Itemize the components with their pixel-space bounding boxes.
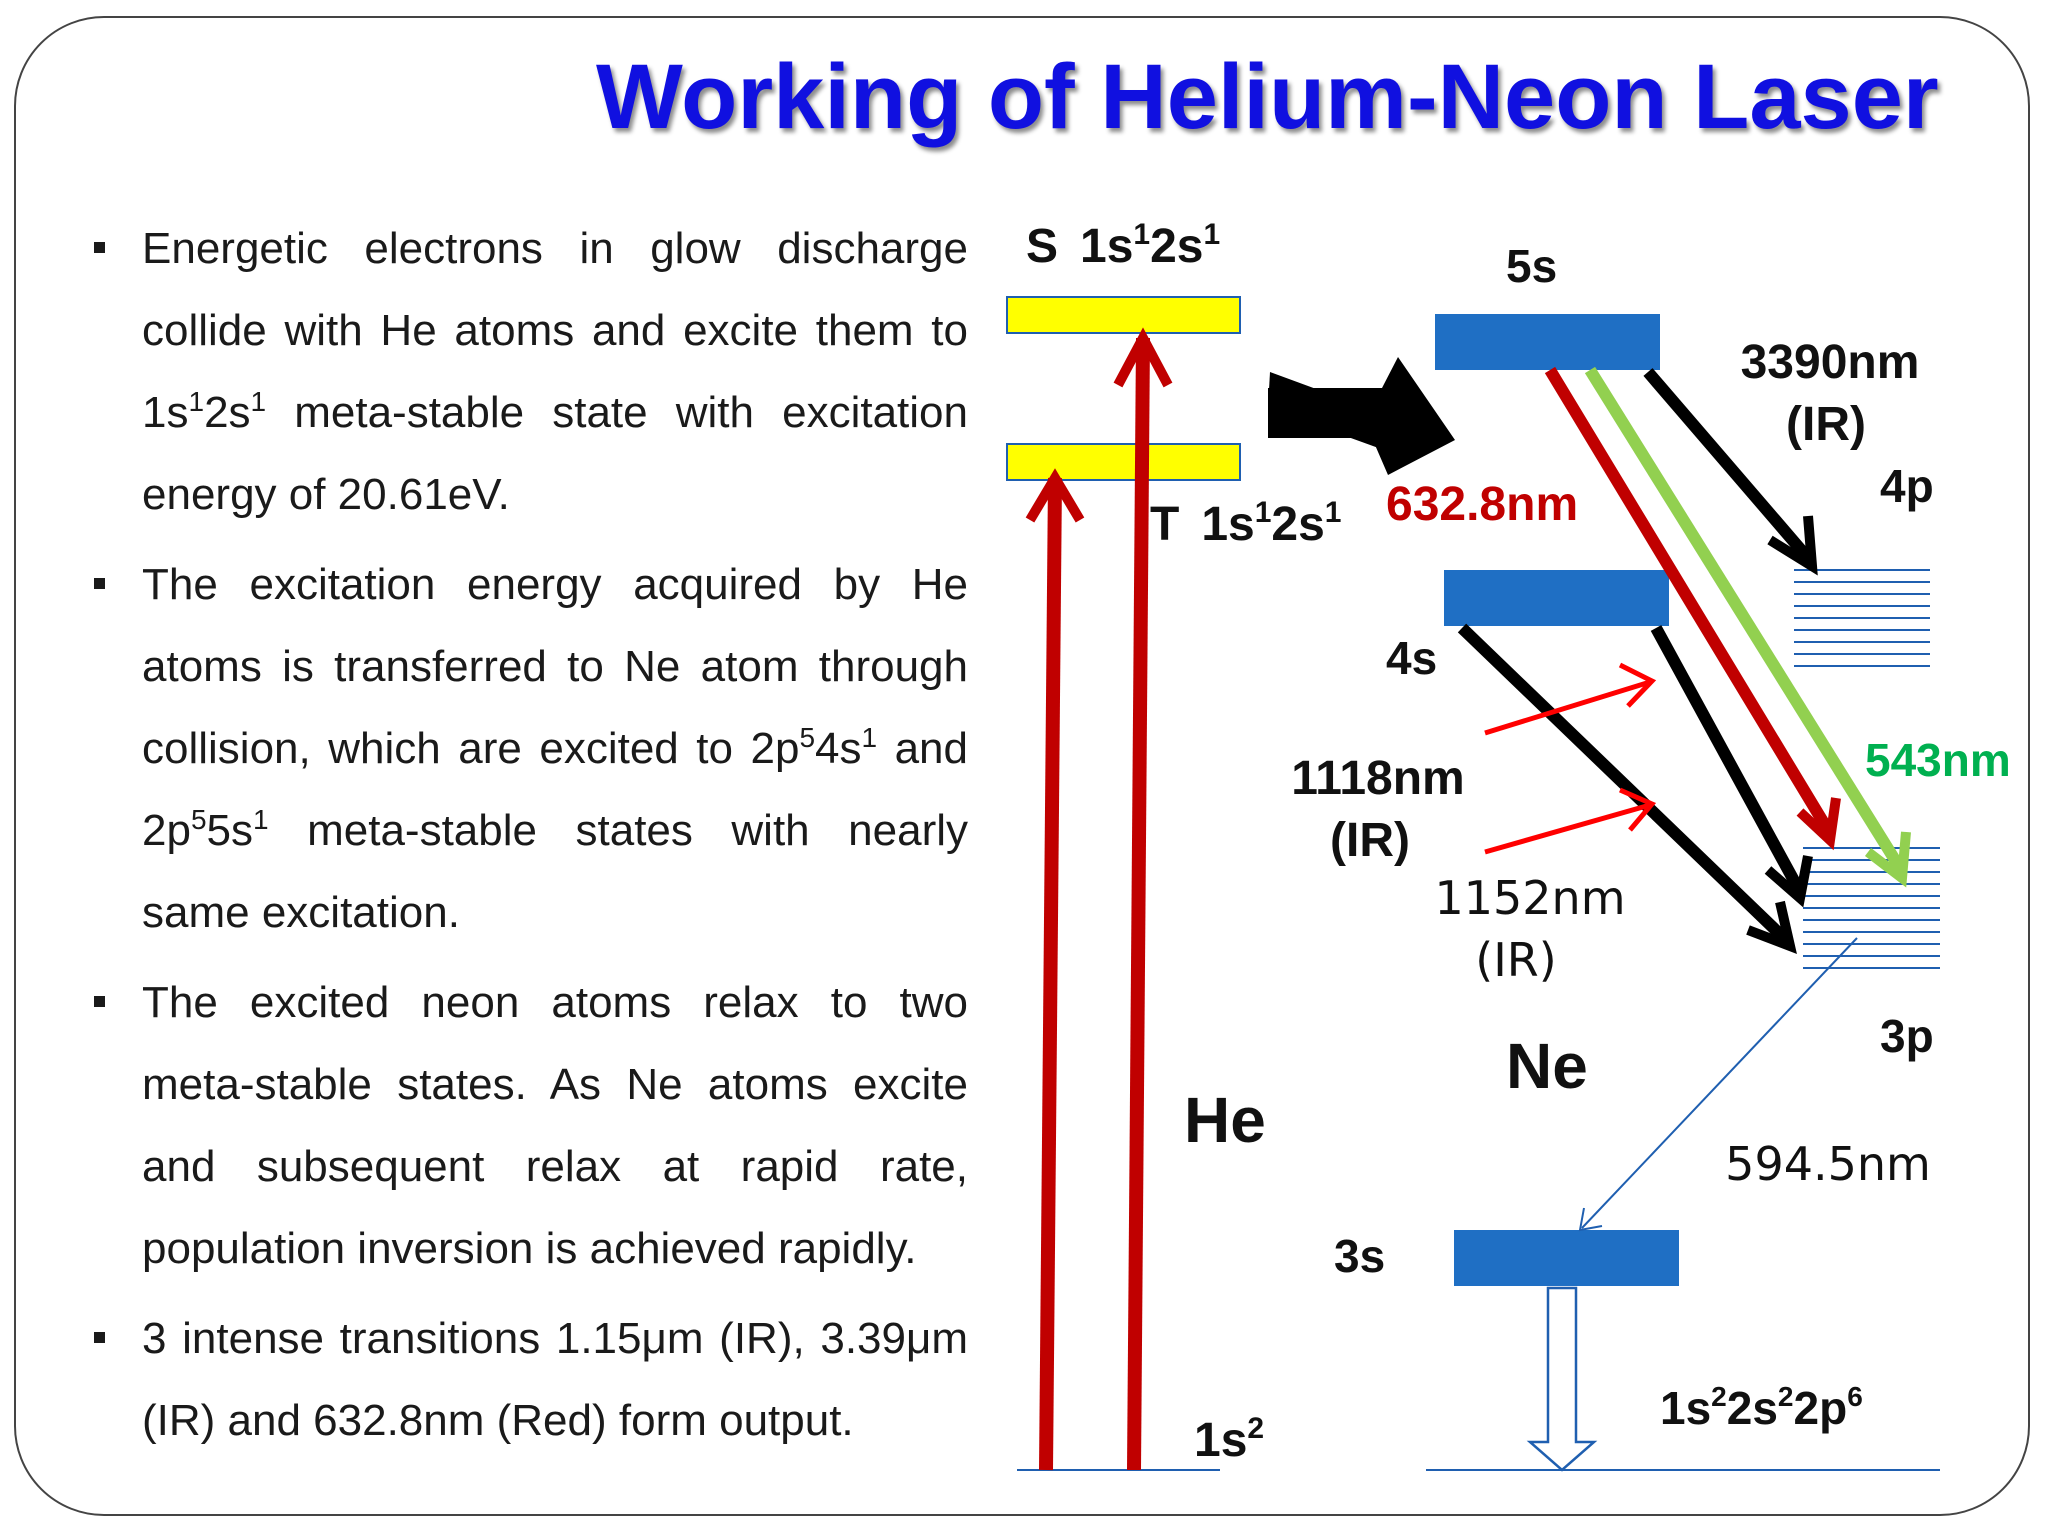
he-singlet-level [1007, 297, 1240, 333]
bullet-item: 3 intense transitions 1.15μm (IR), 3.39μm (IR) and 632.8nm (Red) form output. [90, 1298, 968, 1462]
ne-atom-label: Ne [1506, 1030, 1588, 1102]
he-triplet-level [1007, 444, 1240, 480]
label-1118nm: 1118nm [1291, 752, 1465, 805]
he-singlet-label: S $1s^12s^1$ [1026, 218, 1221, 273]
ne-3s-label: 3s [1334, 1230, 1386, 1282]
label-632nm: 632.8nm [1386, 478, 1579, 531]
ne-4s-level [1444, 570, 1669, 626]
he-pump-arrow-triplet [1030, 478, 1080, 1470]
label-594nm: 594.5nm [1725, 1137, 1931, 1191]
ne-3s-level [1454, 1230, 1679, 1286]
bullet-item: The excitation energy acquired by He atoms is transferred to Ne atom through collision, which are excited to $2p^54s^1$ and $2p^55s^1$ meta-stable states with nearly same excitation. [90, 544, 968, 954]
he-ground-label: $1s^2$ [1194, 1412, 1265, 1467]
energy-transfer-arrow-shape [1268, 372, 1395, 450]
bullet-item: Energetic electrons in glow discharge collide with He atoms and excite them to $1s^12s^1$ meta-stable state with excitation energy of 20.61eV. [90, 208, 968, 536]
he-triplet-label: T $1s^12s^1$ [1150, 496, 1342, 551]
ne-5s-label: 5s [1506, 240, 1558, 292]
bullet-item: The excited neon atoms relax to two meta-stable states. As Ne atoms excite and subsequent relax at rapid rate, population inversion is achieved rapidly. [90, 962, 968, 1290]
ne-3p-label: 3p [1880, 1010, 1934, 1062]
ir-pointer-arrow-1152 [1485, 790, 1652, 852]
ne-5s-level [1435, 314, 1660, 370]
label-1152nm-ir: (IR) [1475, 933, 1557, 987]
label-3390nm: 3390nm [1740, 336, 1920, 389]
label-3390nm-ir: (IR) [1786, 398, 1866, 451]
ne-4p-level [1794, 570, 1930, 666]
label-1152nm: 1152nm [1434, 871, 1626, 925]
he-atom-label: He [1184, 1084, 1266, 1156]
relaxation-hollow-arrow [1530, 1288, 1594, 1470]
ne-4s-label: 4s [1386, 632, 1438, 684]
label-543nm: 543nm [1865, 734, 2011, 786]
ne-4p-label: 4p [1880, 460, 1934, 512]
label-1118nm-ir: (IR) [1330, 814, 1410, 867]
ne-ground-label: $1s^22s^22p^6$ [1660, 1381, 1863, 1434]
slide-title: Working of Helium-Neon Laser [596, 46, 1939, 148]
ne-3p-level [1803, 848, 1940, 968]
